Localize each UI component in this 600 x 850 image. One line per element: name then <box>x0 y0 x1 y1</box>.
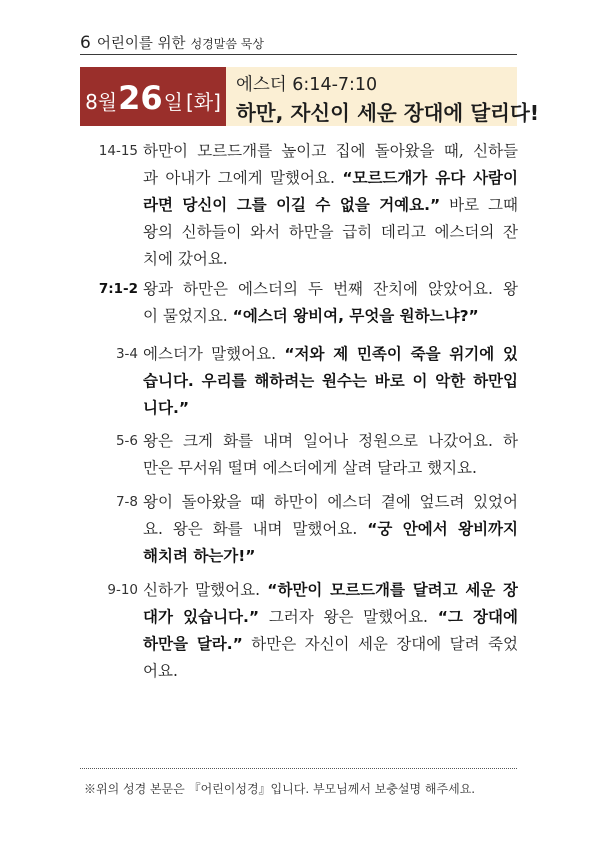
verse-quote: 니다.” <box>143 399 190 417</box>
verse-text: 왕은 크게 화를 내며 일어나 정원으로 나갔어요. 하 <box>143 432 518 450</box>
passage-header <box>226 67 540 126</box>
date-day-unit: 일 <box>163 90 183 114</box>
verse-text: 왕이 돌아왔을 때 하만이 에스더 곁에 엎드려 있었어 <box>143 493 518 511</box>
date-badge <box>80 67 226 126</box>
passage-reference: 에스더 6:14-7:10 <box>236 75 378 95</box>
verse-text: 왕의 신하들이 와서 하만을 급히 데리고 에스더의 잔 <box>143 223 518 241</box>
verse-quote: “저와 제 민족이 죽을 위기에 있 <box>284 345 518 363</box>
verse-text: 과 아내가 그에게 말했어요. <box>143 169 343 187</box>
verse-text: 신하가 말했어요. <box>143 581 268 599</box>
verse-text: 하만이 모르드개를 높이고 집에 돌아왔을 때, 신하들 <box>143 142 518 160</box>
verse-line <box>143 165 518 192</box>
verse-line <box>143 246 518 273</box>
passage-title: 하만, 자신이 세운 장대에 달리다! <box>236 101 540 125</box>
verse-line <box>143 631 518 658</box>
verse-line <box>143 276 518 303</box>
verse-text: 치에 갔어요. <box>143 250 228 268</box>
verse-line <box>143 577 518 604</box>
verse-text: 하만은 자신이 세운 장대에 달려 죽었 <box>242 635 518 653</box>
verse-line <box>143 395 518 422</box>
verse-quote: 라면 당신이 그를 이길 수 없을 거예요.” <box>143 196 441 214</box>
verse-text: 에스더가 말했어요. <box>143 345 285 363</box>
verse-text: 만은 무서워 떨며 에스더에게 살려 달라고 했지요. <box>143 459 477 477</box>
running-head-subtitle: 성경말씀 묵상 <box>190 37 264 51</box>
verse-line <box>143 138 518 165</box>
verse-line <box>143 219 518 246</box>
verse-text: 그러자 왕은 말했어요. <box>259 608 438 626</box>
verse-quote: “하만이 모르드개를 달려고 세운 장 <box>267 581 518 599</box>
verse-number: 7:1-2 <box>98 281 138 297</box>
header-divider <box>80 54 517 55</box>
verse-quote: 하만을 달라.” <box>143 635 243 653</box>
page-number: 6 <box>80 33 91 53</box>
date-day: 26 <box>118 79 163 117</box>
verse-text: 바로 그때 <box>440 196 518 214</box>
running-head <box>80 32 264 53</box>
verse-number: 14-15 <box>98 143 138 159</box>
running-head-title: 어린이를 위한 <box>96 36 186 52</box>
verse-number: 9-10 <box>107 582 138 598</box>
verse-number: 3-4 <box>115 346 138 362</box>
date-weekday: [화] <box>185 90 221 114</box>
verse-text: 요. 왕은 화를 내며 말했어요. <box>143 520 368 538</box>
verse-line <box>143 368 518 395</box>
verse-line <box>143 455 518 482</box>
verse-quote: “궁 안에서 왕비까지 <box>367 520 518 538</box>
verse-line <box>143 303 518 330</box>
verse-line <box>143 428 518 455</box>
verse-line <box>143 341 518 368</box>
verse-line <box>143 543 518 570</box>
verse-line <box>143 192 518 219</box>
verse-line <box>143 516 518 543</box>
verse-quote: 해치려 하는가!” <box>143 547 256 565</box>
footnote-divider <box>80 768 517 769</box>
footnote: ※위의 성경 본문은 『어린이성경』입니다. 부모님께서 보충설명 해주세요. <box>84 782 476 796</box>
verse-number: 5-6 <box>115 433 138 449</box>
verse-quote: 습니다. 우리를 해하려는 원수는 바로 이 악한 하만입 <box>143 372 518 390</box>
verse-quote: “모르드개가 유다 사람이 <box>342 169 518 187</box>
verse-line <box>143 604 518 631</box>
verse-line <box>143 658 518 685</box>
verse-quote: “에스더 왕비여, 무엇을 원하느냐?” <box>232 307 479 325</box>
verse-text: 이 물었지요. <box>143 307 233 325</box>
verse-quote: 대가 있습니다.” <box>143 608 260 626</box>
verse-line <box>143 489 518 516</box>
verse-number: 7-8 <box>115 494 138 510</box>
verse-text: 왕과 하만은 에스더의 두 번째 잔치에 앉았어요. 왕 <box>143 280 518 298</box>
verse-quote: “그 장대에 <box>437 608 518 626</box>
date-month: 8월 <box>85 90 118 114</box>
verse-text: 어요. <box>143 662 178 680</box>
